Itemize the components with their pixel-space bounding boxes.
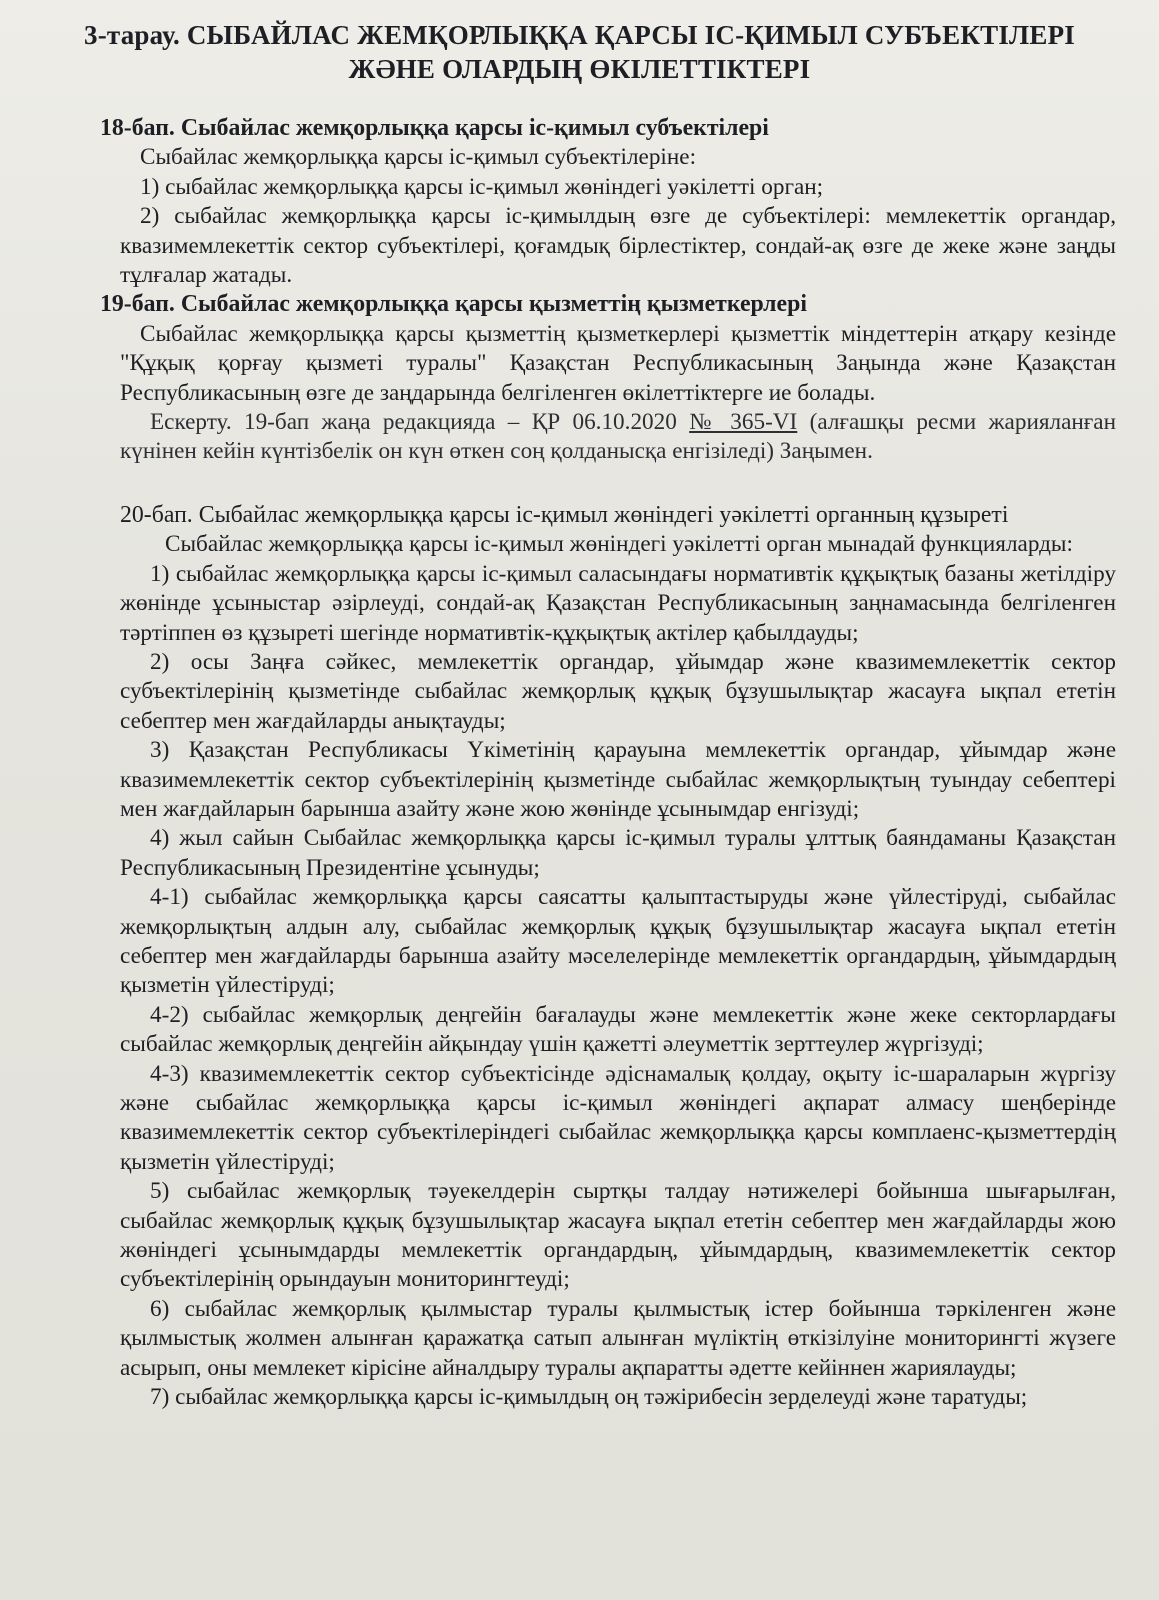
law-reference-link[interactable]: № 365-VI [689, 409, 798, 436]
document-body [100, 114, 1116, 1412]
article-19-body: Сыбайлас жемқорлыққа қарсы қызметтің қызметкерлері қызметтік міндеттерін атқару кезінде "Құқық қорғау қызметі туралы" Қазақстан Республикасының Заңында және Қазақстан Республикасының өзге де заңдарында белгіленген өкілеттіктерге ие болады. [120, 320, 1116, 406]
article-18-heading: 18-бап. Сыбайлас жемқорлыққа қарсы іс-қимыл субъектілері [100, 115, 769, 141]
article-19-note-text-end: (алғашқы ресми жарияланған күнінен кейін күнтізбелік он күн өткен соң қолданысқа енгізіледі) Заңымен. [120, 409, 1116, 465]
article-19-note [120, 408, 1116, 467]
article-20-item: 2) осы Заңға сәйкес, мемлекеттік органдар, ұйымдар және квазимемлекеттік сектор субъектілерінің қызметінде сыбайлас жемқорлық құқық бұзушылықтар жасауға ықпал ететін себептер мен жағдайларды анықтауды; [120, 648, 1116, 734]
article-20-item: 4-3) квазимемлекеттік сектор субъектісінде әдіснамалық қолдау, оқыту іс-шараларын жүргізу және сыбайлас жемқорлыққа қарсы іс-қимыл жөніндегі ақпарат алмасу шеңберінде квазимемлекеттік сектор субъектілеріндегі сыбайлас жемқорлыққа қарсы комплаенс-қызметтердің қызметін үйлестіруді; [120, 1060, 1116, 1175]
article-20-item: 5) сыбайлас жемқорлық тәуекелдерін сыртқы талдау нәтижелері бойынша шығарылған, сыбайлас жемқорлық құқық бұзушылықтар жасауға ықпал ететін себептер мен жағдайларды жою жөніндегі ұсынымдарды мемлекеттік органдардың, ұйымдардың, квазимемлекеттік сектор субъектілерінің орындауын мониторингтеуді; [120, 1178, 1116, 1293]
chapter-title-line-1: 3-тарау. СЫБАЙЛАС ЖЕМҚОРЛЫҚҚА ҚАРСЫ ІС-ҚИМЫЛ СУБЪЕКТІЛЕРІ [84, 20, 1075, 50]
article-18-item-2: 2) сыбайлас жемқорлыққа қарсы іс-қимылдың өзге де субъектілері: мемлекеттік органдар, квазимемлекеттік сектор субъектілері, қоғамдық бірлестіктер, сондай-ақ өзге де жеке және заңды тұлғалар жатады. [120, 203, 1116, 289]
article-20-item: 4-2) сыбайлас жемқорлық деңгейін бағалауды және мемлекеттік және жеке секторлардағы сыбайлас жемқорлық деңгейін айқындау үшін қажетті әлеуметтік зерттеулер жүргізуді; [120, 1001, 1116, 1058]
article-20-item: 6) сыбайлас жемқорлық қылмыстар туралы қылмыстық істер бойынша тәркіленген және қылмыстық жолмен алынған қаражатқа сатып алынған мүліктің өткізілуіне мониторингті жүзеге асырып, оны мемлекет кірісіне айналдыру туралы ақпаратты әдетте кейіннен жариялауды; [120, 1295, 1116, 1381]
spacer [120, 467, 1116, 501]
article-20-intro: Сыбайлас жемқорлыққа қарсы іс-қимыл жөніндегі уәкілетті орган мынадай функцияларды: [165, 531, 1073, 558]
chapter-title [0, 18, 1159, 86]
article-20-item: 1) сыбайлас жемқорлыққа қарсы іс-қимыл саласындағы нормативтік құқықтық базаны жетілдіру жөнінде ұсыныстар әзірлеуді, сондай-ақ Қазақстан Республикасының заңнамасында белгіленген тәртіппен өз құзыреті шегінде нормативтік-құқықтық актілер қабылдауды; [120, 560, 1116, 646]
article-20-item: 4) жыл сайын Сыбайлас жемқорлыққа қарсы іс-қимыл туралы ұлттық баяндаманы Қазақстан Республикасының Президентіне ұсынуды; [120, 825, 1116, 881]
article-19-heading: 19-бап. Сыбайлас жемқорлыққа қарсы қызметтің қызметкерлері [100, 291, 807, 318]
article-18-intro: Сыбайлас жемқорлыққа қарсы іс-қимыл субъектілеріне: [140, 144, 697, 171]
article-20-item: 4-1) сыбайлас жемқорлыққа қарсы саясатты қалыптастыруды және үйлестіруді, сыбайлас жемқорлықтың алдын алу, сыбайлас жемқорлық құқық бұзушылықтар жасауға ықпал ететін себептер мен жағдайларды барынша азайту мәселелерінде мемлекеттік органдардың, ұйымдардың қызметін үйлестіруді; [120, 884, 1116, 999]
article-20-item: 3) Қазақстан Республикасы Үкіметінің қарауына мемлекеттік органдар, ұйымдар және квазимемлекеттік сектор субъектілерінің қызметінде сыбайлас жемқорлықтың туындау себептері мен жағдайларын барынша азайту және жою жөнінде ұсынымдар енгізуді; [120, 737, 1116, 822]
article-18-item-1: 1) сыбайлас жемқорлыққа қарсы іс-қимыл жөніндегі уәкілетті орган; [140, 173, 824, 200]
chapter-title-line-2: ЖӘНЕ ОЛАРДЫҢ ӨКІЛЕТТІКТЕРІ [348, 54, 811, 84]
article-20-item: 7) сыбайлас жемқорлыққа қарсы іс-қимылдың оң тәжірибесін зерделеуді және таратуды; [150, 1384, 1028, 1411]
article-19-note-text: Ескерту. 19-бап жаңа редакцияда – ҚР 06.10.2020 [150, 409, 690, 436]
article-20-heading: 20-бап. Сыбайлас жемқорлыққа қарсы іс-қимыл жөніндегі уәкілетті органның құзыреті [120, 501, 1009, 528]
